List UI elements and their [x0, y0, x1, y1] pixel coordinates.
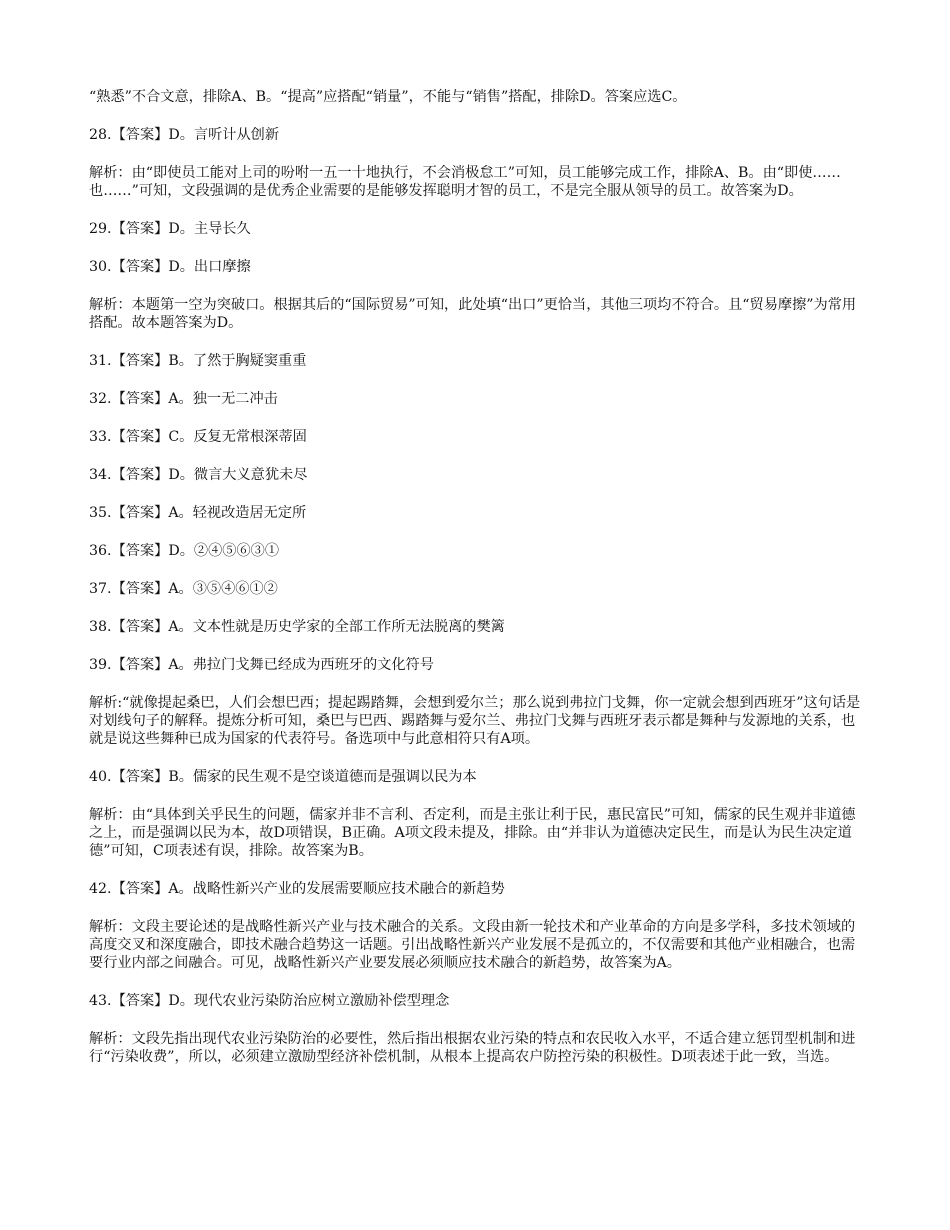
- answer-33: 33.【答案】C。反复无常根深蒂固: [89, 429, 307, 445]
- analysis-40: 解析：由“具体到关乎民生的问题，儒家并非不言利、否定利，而是主张让利于民，惠民富民”可知，儒家的民生观并非道德之上，而是强调以民为本，故D项错误，B正确。A项文段未提及，排除。由“并非认为道德决定民生，而是认为民生决定道德”可知，C项表述有误，排除。故答案为B。: [89, 807, 856, 859]
- analysis-43: 解析：文段先指出现代农业污染防治的必要性，然后指出根据农业污染的特点和农民收入水平，不适合建立惩罚型机制和进行“污染收费”，所以，必须建立激励型经济补偿机制，从根本上提高农户防控污染的积极性。D项表述于此一致，当选。: [89, 1031, 856, 1065]
- analysis-paragraph: “熟悉”不合文意，排除A、B。“提高”应搭配“销量”，不能与“销售”搭配，排除D。答案应选C。: [89, 89, 687, 105]
- answer-43: 43.【答案】D。现代农业污染防治应树立激励补偿型理念: [89, 993, 450, 1009]
- answer-29: 29.【答案】D。主导长久: [89, 221, 251, 237]
- analysis-30: 解析：本题第一空为突破口。根据其后的“国际贸易”可知，此处填“出口”更恰当，其他三项均不符合。且“贸易摩擦”为常用搭配。故本题答案为D。: [89, 297, 857, 331]
- answer-31: 31.【答案】B。了然于胸疑窦重重: [89, 353, 307, 369]
- answer-40: 40.【答案】B。儒家的民生观不是空谈道德而是强调以民为本: [89, 769, 477, 785]
- answer-28: 28.【答案】D。言听计从创新: [89, 127, 280, 143]
- answer-32: 32.【答案】A。独一无二冲击: [89, 391, 278, 407]
- answer-39: 39.【答案】A。弗拉门戈舞已经成为西班牙的文化符号: [89, 657, 434, 673]
- answer-38: 38.【答案】A。文本性就是历史学家的全部工作所无法脱离的樊篱: [89, 619, 505, 635]
- analysis-42: 解析：文段主要论述的是战略性新兴产业与技术融合的关系。文段由新一轮技术和产业革命的方向是多学科，多技术领域的高度交叉和深度融合，即技术融合趋势这一话题。引出战略性新兴产业发展不是孤立的，不仅需要和其他产业相融合，也需要行业内部之间融合。可见，战略性新兴产业要发展必须顺应技术融合的新趋势，故答案为A。: [89, 919, 856, 971]
- document-page: [89, 88, 861, 1086]
- analysis-39: 解析:“就像提起桑巴，人们会想巴西；提起踢踏舞，会想到爱尔兰；那么说到弗拉门戈舞，你一定就会想到西班牙”这句话是对划线句子的解释。提炼分析可知，桑巴与巴西、踢踏舞与爱尔兰、弗拉门戈舞与西班牙表示都是舞种与发源地的关系，也就是说这些舞种已成为国家的代表符号。备选项中与此意相符只有A项。: [89, 695, 861, 747]
- answer-37: 37.【答案】A。③⑤④⑥①②: [89, 581, 278, 597]
- answer-36: 36.【答案】D。②④⑤⑥③①: [89, 543, 280, 559]
- answer-42: 42.【答案】A。战略性新兴产业的发展需要顺应技术融合的新趋势: [89, 881, 505, 897]
- analysis-28: 解析：由“即使员工能对上司的吩咐一五一十地执行，不会消极怠工”可知，员工能够完成工作，排除A、B。由“即使……也……”可知，文段强调的是优秀企业需要的是能够发挥聪明才智的员工，不是完全服从领导的员工。故答案为D。: [89, 165, 841, 199]
- answer-35: 35.【答案】A。轻视改造居无定所: [89, 505, 307, 521]
- answer-30: 30.【答案】D。出口摩擦: [89, 259, 251, 275]
- answer-34: 34.【答案】D。微言大义意犹未尽: [89, 467, 308, 483]
